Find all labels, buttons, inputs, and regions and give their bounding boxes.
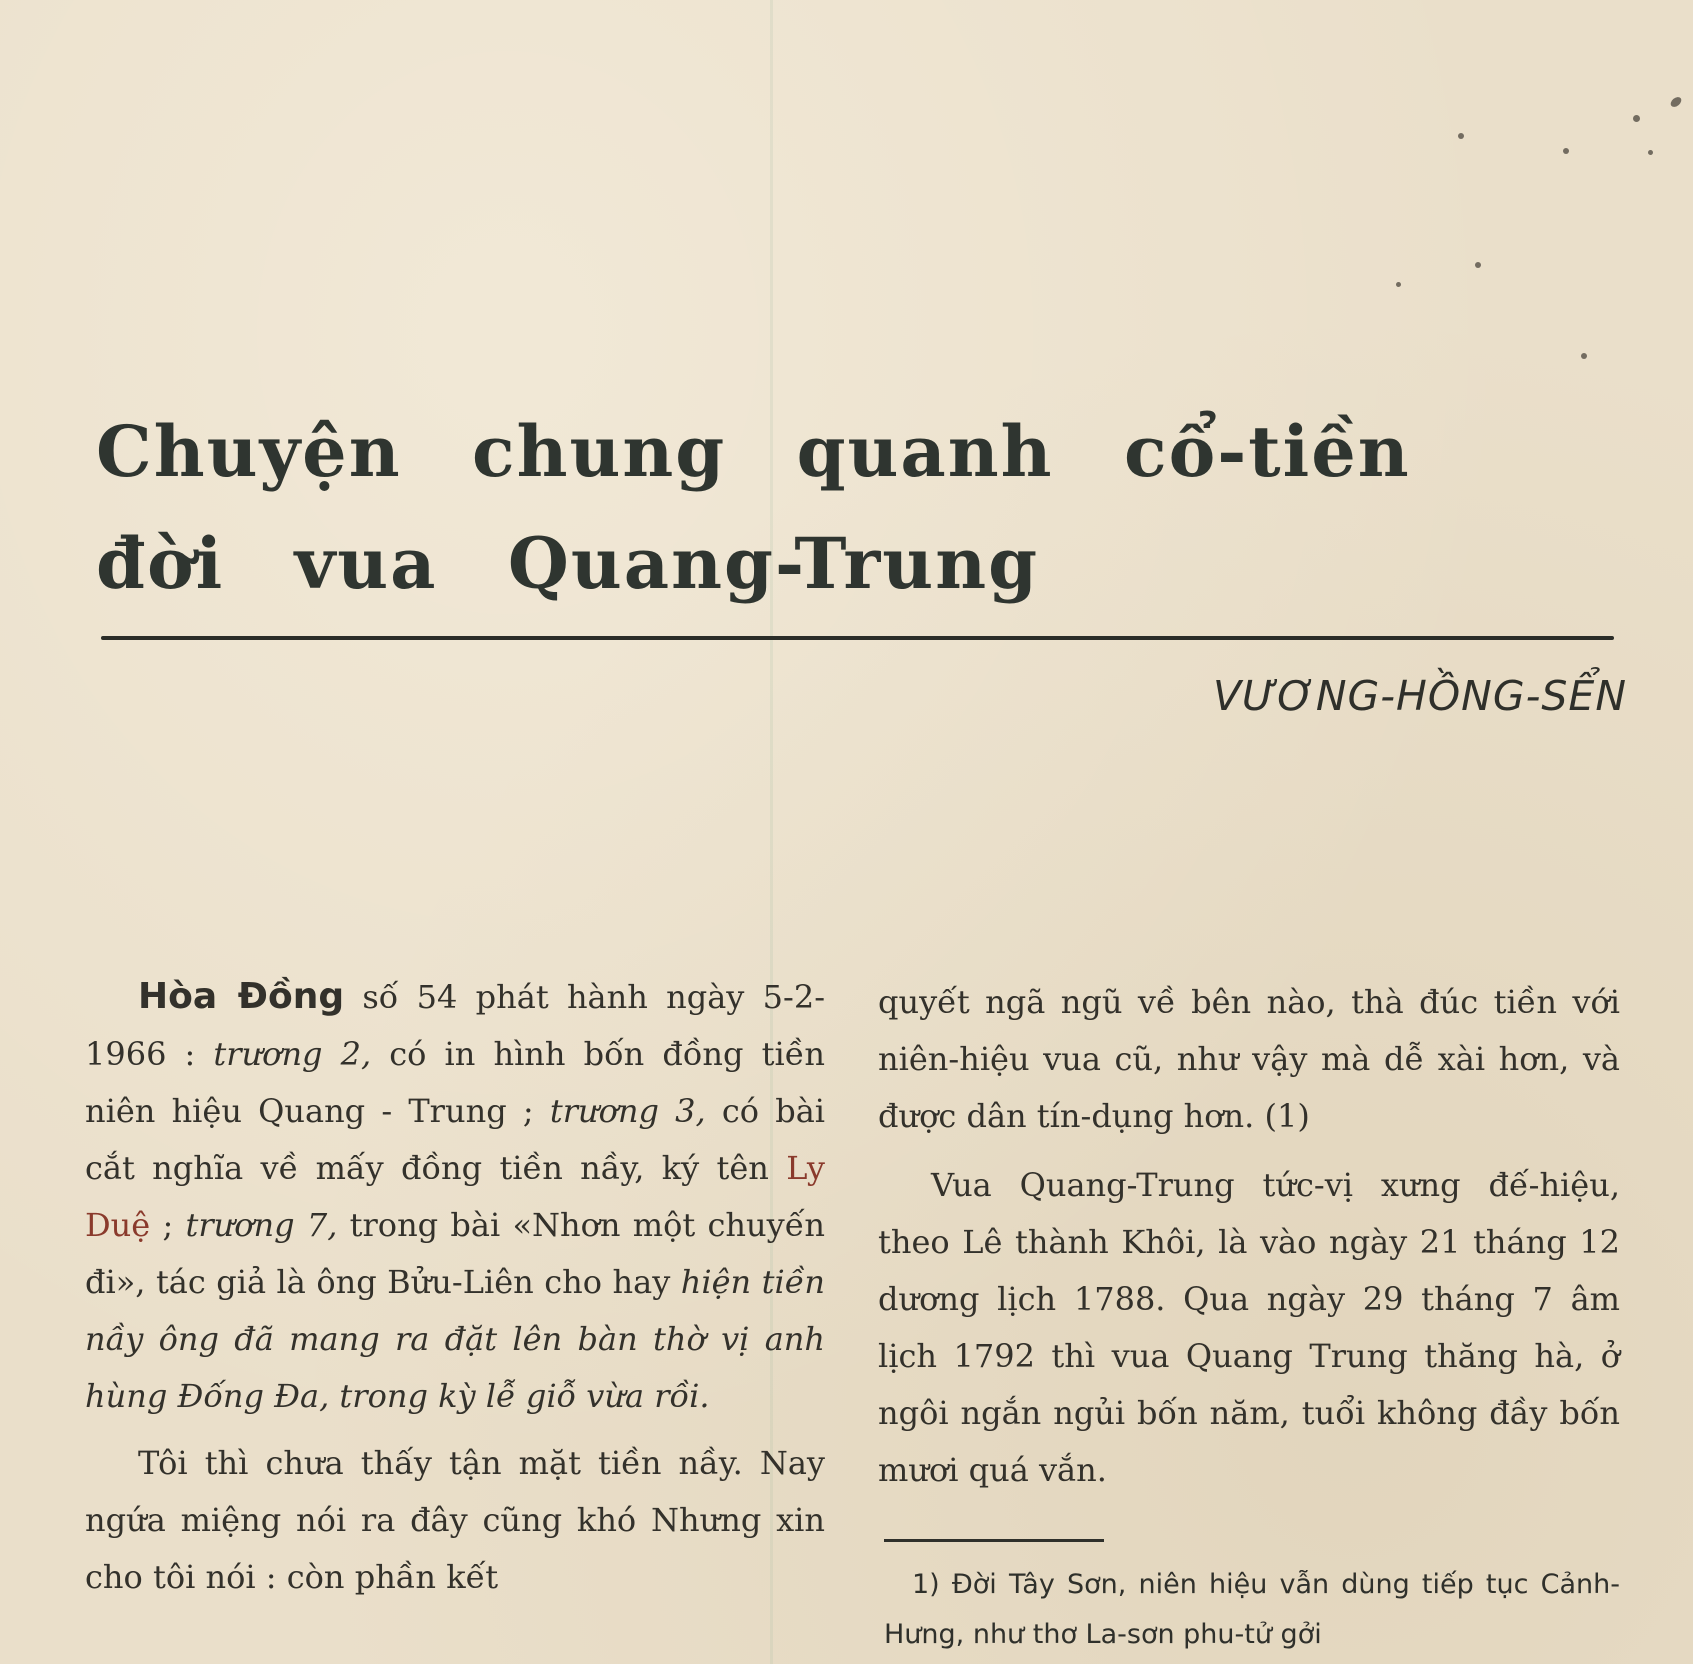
ink-speck xyxy=(1475,262,1481,268)
ink-speck xyxy=(1669,95,1683,109)
ink-speck xyxy=(1581,353,1587,359)
ink-speck xyxy=(1458,133,1464,139)
ink-speck xyxy=(1563,148,1569,154)
publication-name: Hòa Đồng xyxy=(138,976,345,1017)
article-title-line-1: Chuyện chung quanh cổ-tiền xyxy=(96,410,1411,493)
author-byline: VƯƠNG-HỒNG-SỂN xyxy=(1212,672,1627,720)
ink-speck xyxy=(1396,282,1401,287)
ink-speck xyxy=(1633,115,1640,122)
title-divider xyxy=(101,636,1614,640)
article-title-line-2: đời vua Quang-Trung xyxy=(96,522,1040,605)
ink-speck xyxy=(1648,150,1653,155)
right-paragraph-2: Vua Quang-Trung tức-vị xưng đế-hiệu, theo Lê thành Khôi, là vào ngày 21 tháng 12 dương lịch 1788. Qua ngày 29 tháng 7 âm lịch 1792 thì vua Quang Trung thăng hà, ở ngôi ngắn ngủi bốn năm, tuổi không đầy bốn mươi quá vắn. xyxy=(878,1166,1620,1489)
article-title xyxy=(96,396,1411,620)
right-paragraph-continued: quyết ngã ngũ về bên nào, thà đúc tiền với niên-hiệu vua cũ, như vậy mà dễ xài hơn, và được dân tín-dụng hơn. (1) xyxy=(878,983,1620,1135)
footnote-divider xyxy=(884,1539,1104,1542)
footnote: 1) Đời Tây Sơn, niên hiệu vẫn dùng tiếp tục Cảnh-Hưng, như thơ La-sơn phu-tử gởi xyxy=(884,1569,1620,1650)
left-paragraph-1: Hòa Đồng số 54 phát hành ngày 5-2-1966 : trương 2, có in hình bốn đồng tiền niên hiệu Quang - Trung ; trương 3, có bài cắt nghĩa về mấy đồng tiền nầy, ký tên Ly Duệ ; trương 7, trong bài «Nhơn một chuyến đi», tác giả là ông Bửu-Liên cho hay hiện tiền nầy ông đã mang ra đặt lên bàn thờ vị anh hùng Đống Đa, trong kỳ lễ giỗ vừa rồi. xyxy=(85,976,826,1415)
right-column xyxy=(878,974,1620,1499)
left-column xyxy=(85,968,825,1606)
left-paragraph-2: Tôi thì chưa thấy tận mặt tiền nầy. Nay ngứa miệng nói ra đây cũng khó Nhưng xin cho tôi nói : còn phần kết xyxy=(85,1444,825,1596)
